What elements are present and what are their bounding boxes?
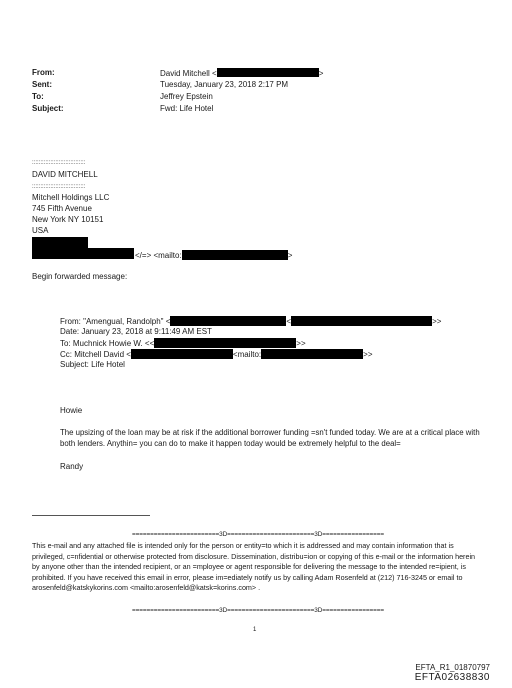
signature-dots-top: ::::::::::::::::::::::::::::::::: [32, 160, 86, 166]
mailto-open: </=> <mailto:: [135, 251, 182, 260]
page-number: 1: [253, 627, 257, 633]
body-signoff: Randy: [60, 462, 84, 471]
disclaimer-text: This e-mail and any attached file is intended only for the person or entity=to which it is addressed and may contain information that is privileged, c=nfidential or otherwise protected from disclosure. Dissemination, distribu=ion or copying of this e-mail or the information herein by anyone other than the intended recipient, or an =mployee or agent responsible for delivering the message to the intended re=ipient, is prohibited. If you have received this email in error, please im=ediately notify us by calling Adam Rosenfeld at (212) 716-3245 or email to arosenfeld@katskykorins.com <mailto:arosenfeld@katsk=korins.com> .: [32, 541, 476, 592]
from-close: >: [318, 69, 324, 78]
signature-mailto: [135, 250, 292, 261]
body-greeting: Howie: [60, 406, 83, 415]
redaction-block: [32, 237, 88, 248]
forwarded-to-prefix: To: Muchnick Howie W. <<: [60, 339, 155, 348]
redaction-block: [291, 316, 432, 326]
redaction-block: [261, 349, 363, 359]
forwarded-from: [60, 316, 441, 327]
to-label: To:: [32, 92, 44, 101]
to-value: Jeffrey Epstein: [160, 92, 213, 101]
forwarded-cc-mid: <mailto:: [232, 350, 262, 359]
body-paragraph: The upsizing of the loan may be at risk if the additional borrower funding =sn't funded today. We are at a critical place with both lenders. Anythin= you can do to make it happen today would be extremely helpful to the deal=: [60, 428, 480, 448]
redaction-block: [182, 250, 288, 260]
sent-value: Tuesday, January 23, 2018 2:17 PM: [160, 80, 289, 89]
disclaimer-divider-top: ========================3D========================3D=================: [131, 531, 385, 538]
from-value: [160, 68, 323, 79]
subject-value: Fwd: Life Hotel: [160, 104, 214, 113]
forwarded-subject: Subject: Life Hotel: [60, 360, 125, 369]
subject-label: Subject:: [32, 104, 64, 113]
mailto-close: >: [287, 251, 293, 260]
signature-name: DAVID MITCHELL: [32, 170, 98, 179]
signature-line-country: USA: [32, 226, 49, 235]
forwarded-cc-end: >>: [363, 350, 373, 359]
signature-line-company: Mitchell Holdings LLC: [32, 193, 110, 202]
disclaimer-divider-bottom: ========================3D========================3D=================: [131, 607, 385, 614]
redaction-block: [217, 68, 319, 77]
forwarded-cc-prefix: Cc: Mitchell David <: [60, 350, 131, 359]
redaction-block: [32, 248, 134, 259]
signature-divider: [32, 515, 150, 516]
sent-label: Sent:: [32, 80, 52, 89]
footer-id-primary: EFTA_R1_01870797: [415, 663, 490, 672]
signature-line-street: 745 Fifth Avenue: [32, 204, 92, 213]
redaction-block: [131, 349, 233, 359]
from-name: David Mitchell <: [160, 69, 217, 78]
forwarded-from-prefix: From: "Amengual, Randolph" <: [60, 317, 171, 326]
footer-id-secondary: EFTA02638830: [414, 672, 490, 683]
forwarded-to: [60, 338, 306, 349]
forwarded-from-end: >>: [432, 317, 442, 326]
signature-line-city: New York NY 10151: [32, 215, 104, 224]
signature-dots-bottom: ::::::::::::::::::::::::::::::::: [32, 184, 86, 190]
forwarded-cc: [60, 349, 373, 360]
forwarded-from-mid: <: [286, 317, 292, 326]
begin-forwarded-label: Begin forwarded message:: [32, 272, 128, 281]
from-label: From:: [32, 68, 55, 77]
redaction-block: [154, 338, 296, 348]
redaction-block: [170, 316, 286, 326]
forwarded-date: Date: January 23, 2018 at 9:11:49 AM EST: [60, 327, 212, 336]
forwarded-to-end: >>: [296, 339, 306, 348]
